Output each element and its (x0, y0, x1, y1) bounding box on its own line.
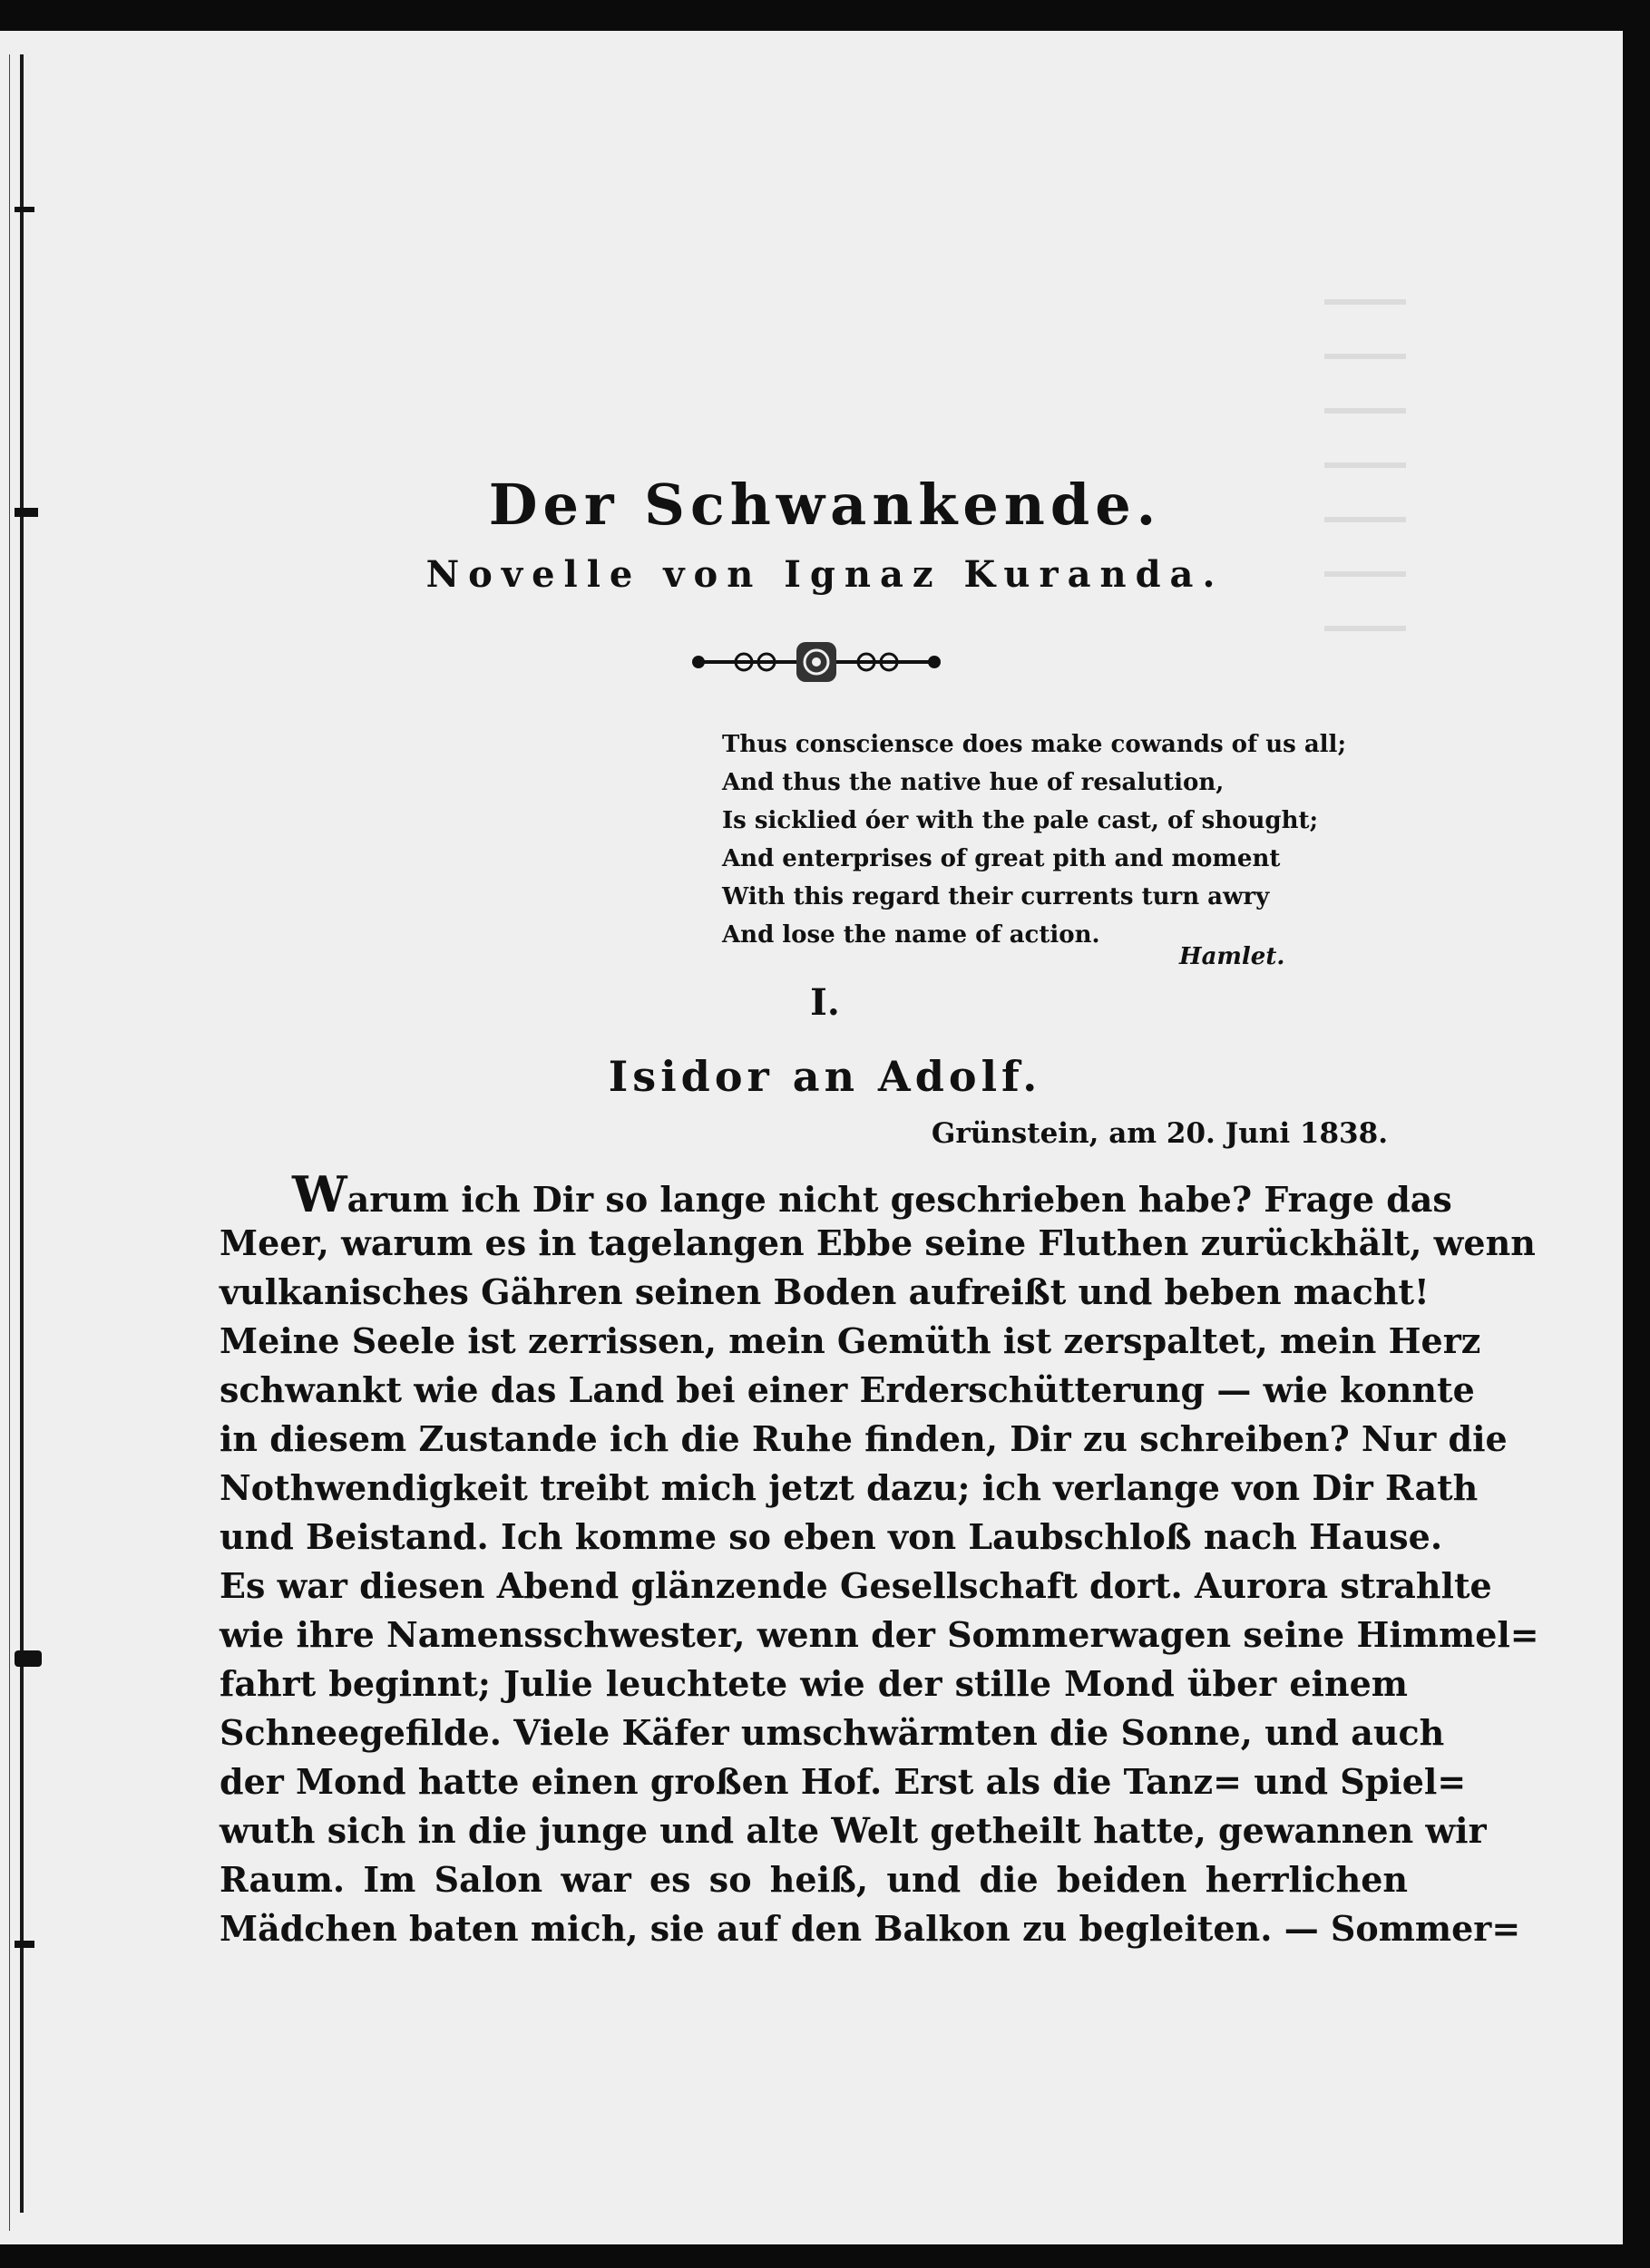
drop-cap: W (292, 1165, 347, 1223)
body-line: Schneegefilde. Viele Käfer umschwärmten die Sonne, und auch (220, 1712, 1445, 1753)
chapter-title: Isidor an Adolf. (608, 1052, 1042, 1101)
scan-border-top (0, 0, 1650, 31)
body-line-text: arum ich Dir so lange nicht geschrieben habe? Frage das (347, 1179, 1452, 1220)
body-line: Es war diesen Abend glänzende Gesellschaft dort. Aurora strahlte (220, 1565, 1492, 1606)
body-line: fahrt beginnt; Julie leuchtete wie der stille Mond über einem (220, 1663, 1408, 1704)
binding-mark (15, 1650, 42, 1667)
body-line: in diesem Zustande ich die Ruhe finden, Dir zu schreiben? Nur die (220, 1418, 1508, 1459)
epigraph-attribution: Hamlet. (1179, 943, 1285, 970)
body-line: wie ihre Namensschwester, wenn der Sommerwagen seine Himmel= (220, 1614, 1539, 1655)
body-line: Meer, warum es in tagelangen Ebbe seine Fluthen zurückhält, wenn (220, 1222, 1536, 1263)
body-line: Meine Seele ist zerrissen, mein Gemüth ist zerspaltet, mein Herz (220, 1320, 1481, 1361)
binding-mark (15, 207, 34, 212)
binding-edge-thin (9, 54, 10, 2231)
body-line: wuth sich in die junge und alte Welt getheilt hatte, gewannen wir (220, 1810, 1487, 1851)
epigraph-line: And thus the native hue of resalution, (722, 769, 1225, 796)
body-line: Raum. Im Salon war es so heiß, und die beiden herrlichen (220, 1859, 1408, 1900)
body-line: Mädchen baten mich, sie auf den Balkon zu begleiten. — Sommer= (220, 1908, 1521, 1949)
epigraph-line: Is sicklied óer with the pale cast, of shought; (722, 807, 1319, 834)
scan-border-right (1623, 0, 1650, 2268)
epigraph (722, 725, 1411, 954)
chapter-number: I. (810, 981, 840, 1024)
binding-mark (15, 1941, 34, 1948)
dateline: Grünstein, am 20. Juni 1838. (931, 1117, 1388, 1150)
epigraph-line: And enterprises of great pith and moment (722, 845, 1281, 872)
body-line: schwankt wie das Land bei einer Erderschütterung — wie konnte (220, 1369, 1475, 1410)
epigraph-line: Thus consciensce does make cowands of us all; (722, 731, 1347, 758)
scan-border-bottom (0, 2244, 1650, 2268)
page-title: Der Schwankende. (488, 472, 1162, 538)
fleuron-ornament-icon (689, 635, 943, 689)
body-line (220, 1165, 1452, 1223)
body-line: der Mond hatte einen großen Hof. Erst als die Tanz= und Spiel= (220, 1761, 1467, 1802)
binding-edge (20, 54, 24, 2213)
body-line: und Beistand. Ich komme so eben von Laubschloß nach Hause. (220, 1516, 1443, 1557)
body-text (220, 1165, 1539, 1953)
epigraph-line: And lose the name of action. (722, 921, 1100, 949)
epigraph-line: With this regard their currents turn awry (722, 883, 1270, 910)
body-line: vulkanisches Gähren seinen Boden aufreißt und beben macht! (220, 1271, 1430, 1312)
page-subtitle: Novelle von Ignaz Kuranda. (425, 553, 1225, 596)
body-line: Nothwendigkeit treibt mich jetzt dazu; ich verlange von Dir Rath (220, 1467, 1479, 1508)
